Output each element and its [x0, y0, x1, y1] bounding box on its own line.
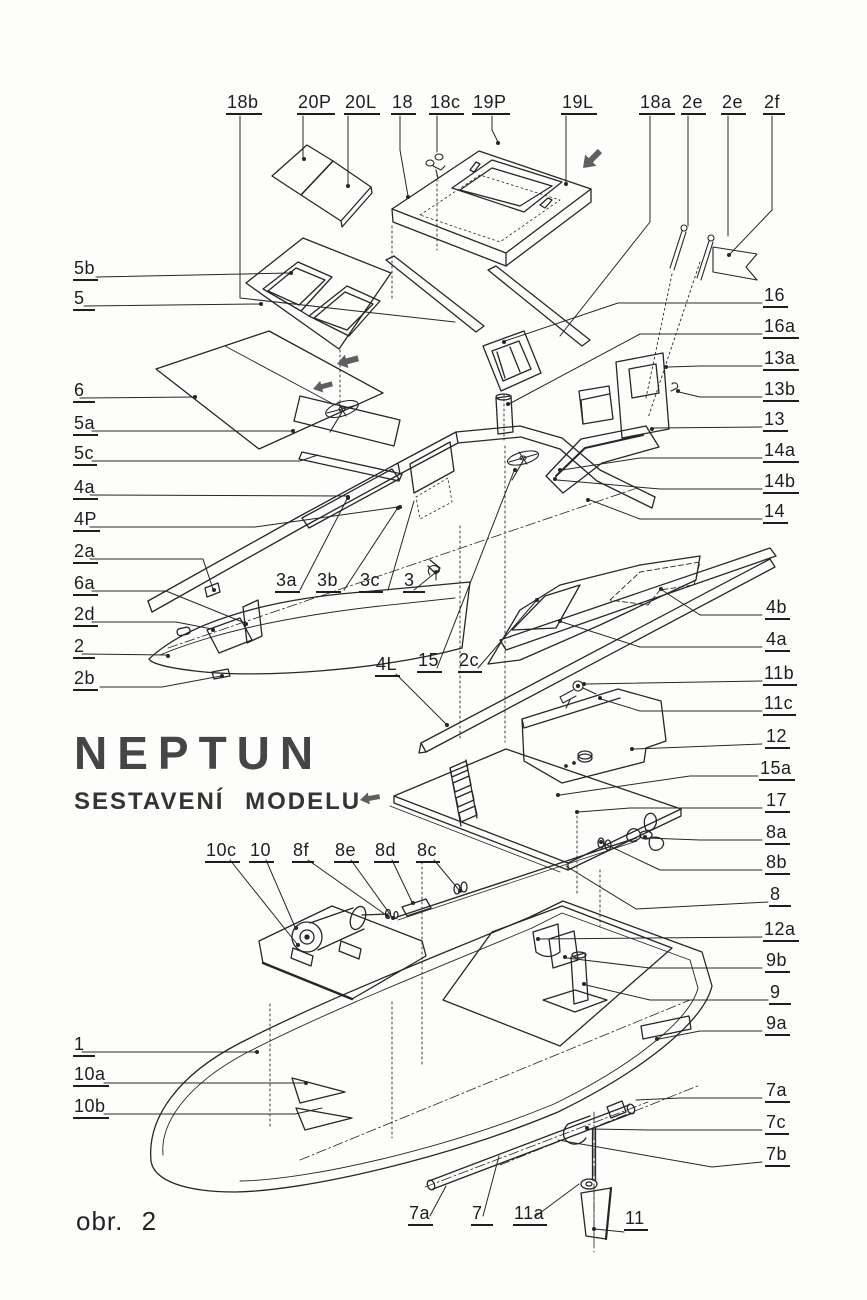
part-label-16: 16: [763, 285, 788, 308]
part-label-2e-2: 2e: [721, 92, 746, 115]
drawing-title: NEPTUN: [74, 727, 324, 779]
part-label-4a-left: 4a: [73, 477, 98, 500]
part-label-10a: 10a: [73, 1064, 109, 1087]
part-label-13: 13: [763, 409, 788, 432]
part-label-20L: 20L: [344, 92, 380, 115]
part-label-3a: 3a: [275, 570, 300, 593]
leader-lines: [80, 116, 772, 1232]
part-label-15a: 15a: [759, 758, 795, 781]
part-label-19L: 19L: [561, 92, 597, 115]
part-label-14a: 14a: [763, 440, 799, 463]
part-label-4L: 4L: [375, 654, 400, 677]
part-label-3b: 3b: [316, 570, 341, 593]
part-label-11a: 11a: [513, 1203, 547, 1226]
part-label-6: 6: [73, 380, 95, 403]
part-label-10: 10: [249, 840, 274, 863]
title-block: [74, 726, 361, 816]
part-cabin-roof-18: [392, 151, 591, 266]
assembly-arrow-icon: [577, 145, 605, 173]
part-label-9: 9: [769, 982, 791, 1005]
part-label-8: 8: [769, 884, 791, 907]
part-label-14b: 14b: [763, 471, 799, 494]
part-label-4a-right: 4a: [765, 629, 790, 652]
part-flagstaff-2e-2f: [670, 225, 757, 280]
part-label-8f: 8f: [292, 840, 314, 863]
part-label-10c: 10c: [205, 840, 240, 863]
part-label-12: 12: [765, 726, 790, 749]
part-label-7b: 7b: [765, 1144, 790, 1167]
figure-caption: obr. 2: [76, 1206, 158, 1236]
part-key-18c: [426, 154, 445, 178]
part-label-7c: 7c: [765, 1112, 789, 1135]
part-stern-tube-7: [426, 1101, 636, 1191]
part-coaming-14: [546, 426, 659, 493]
part-label-2b: 2b: [73, 668, 98, 691]
part-label-17: 17: [765, 790, 790, 813]
centerlines: [168, 487, 700, 1252]
part-label-11: 11: [624, 1208, 648, 1231]
part-label-8a: 8a: [765, 822, 790, 845]
part-label-18a: 18a: [639, 92, 675, 115]
part-roof-hatch-20: [272, 145, 372, 227]
part-label-11c: 11c: [763, 693, 796, 716]
assembly-arrow-icon: [311, 378, 333, 395]
part-hull-1: [151, 901, 712, 1192]
part-sill-strips-18a-18b: [386, 256, 590, 346]
part-label-12a: 12a: [763, 919, 799, 942]
part-windshield-5-5b: [246, 238, 391, 349]
part-label-13b: 13b: [763, 379, 799, 402]
part-label-4P: 4P: [73, 509, 100, 532]
part-motor-10-mount-10c: [259, 882, 467, 999]
part-label-18: 18: [391, 92, 416, 115]
part-label-5a: 5a: [73, 413, 98, 436]
part-label-6a: 6a: [73, 573, 98, 596]
part-label-2d: 2d: [73, 604, 98, 627]
part-label-15: 15: [417, 650, 442, 673]
part-funnel-16: [483, 331, 541, 434]
assembly-arrow-icon: [335, 352, 360, 371]
part-label-7a-right: 7a: [765, 1080, 790, 1103]
part-hull-side-2: [149, 582, 470, 679]
part-label-1: 1: [73, 1034, 95, 1057]
part-label-20P: 20P: [297, 92, 335, 115]
part-label-9a: 9a: [765, 1013, 790, 1036]
drawing-subtitle: SESTAVENÍ MODELU: [74, 788, 362, 815]
part-label-5b: 5b: [73, 258, 98, 281]
part-label-4b: 4b: [765, 597, 790, 620]
part-propeller-8a-shaft-8: [397, 813, 664, 920]
part-label-7: 7: [471, 1203, 493, 1226]
part-label-2f: 2f: [763, 92, 785, 115]
part-label-8d: 8d: [374, 840, 399, 863]
part-steering-wheel-15: [506, 448, 540, 480]
part-label-7a-bottom: 7a: [408, 1203, 433, 1226]
part-label-9b: 9b: [765, 950, 790, 973]
construction-lines: [270, 174, 700, 1138]
part-label-2c: 2c: [458, 650, 482, 673]
part-label-10b: 10b: [73, 1096, 109, 1119]
part-label-14: 14: [763, 501, 788, 524]
part-label-8b: 8b: [765, 852, 790, 875]
part-rudder-horn-11b-11c: [560, 681, 596, 708]
part-label-18b: 18b: [226, 92, 262, 115]
part-strip-4L: [419, 559, 775, 753]
part-label-16a: 16a: [763, 316, 799, 339]
part-label-2e-1: 2e: [681, 92, 706, 115]
part-tray-12: [522, 689, 666, 783]
part-label-11b: 11b: [763, 663, 797, 686]
part-label-3: 3: [403, 570, 425, 593]
part-door-13: [579, 353, 678, 438]
part-label-19P: 19P: [472, 92, 510, 115]
part-label-13a: 13a: [763, 348, 799, 371]
part-label-8e: 8e: [334, 840, 359, 863]
part-label-3c: 3c: [359, 570, 383, 593]
part-label-8c: 8c: [416, 840, 440, 863]
part-label-2a: 2a: [73, 541, 98, 564]
assembly-arrow-icon: [359, 791, 381, 806]
part-label-5c: 5c: [73, 443, 97, 466]
part-label-18c: 18c: [429, 92, 464, 115]
part-label-5: 5: [73, 288, 95, 311]
part-label-2: 2: [73, 636, 95, 659]
